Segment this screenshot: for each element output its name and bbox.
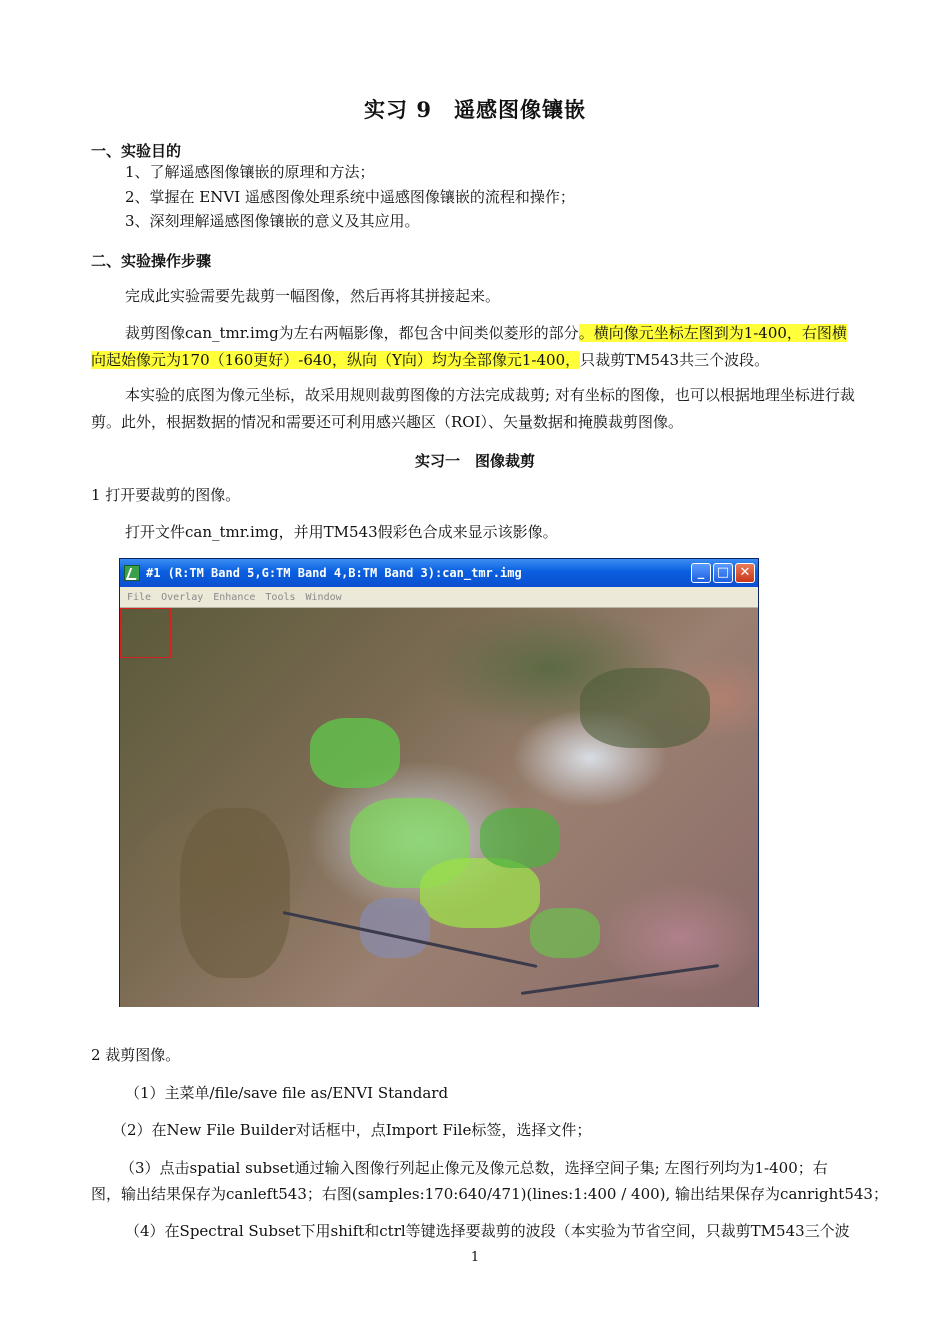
menu-overlay[interactable]: Overlay (161, 591, 204, 603)
step1-text: 打开文件can_tmr.img，并用TM543假彩色合成来显示该影像。 (125, 523, 558, 541)
river (521, 964, 719, 995)
crop-bands-text: 只裁剪TM543共三个波段。 (580, 351, 770, 369)
step1-heading: 1 打开要裁剪的图像。 (91, 486, 241, 504)
highlighted-text: 。横向像元坐标左图到为1-400，右图横向起始像元为170（160更好）-640，纵向（Y向）均为全部像元1-400， (91, 324, 847, 369)
step2-heading: 2 裁剪图像。 (91, 1046, 181, 1064)
paragraph-crop-range (91, 320, 861, 374)
page-title: 实习 9 遥感图像镶嵌 (364, 97, 586, 122)
objective-item-2: 2、掌握在 ENVI 遥感图像处理系统中遥感图像镶嵌的流程和操作； (125, 188, 575, 206)
minimize-button[interactable]: _ (691, 563, 711, 583)
objective-item-1: 1、了解遥感图像镶嵌的原理和方法； (125, 163, 375, 181)
step2-substep-2: （2）在New File Builder对话框中，点Import File标签，选择文件； (112, 1121, 592, 1139)
maximize-button[interactable]: □ (713, 563, 733, 583)
step2-substep-3-line2: 图，输出结果保存为canleft543；右图(samples:170:640/471)(lines:1:400 / 400), 输出结果保存为canright543； (91, 1185, 888, 1203)
page-number: 1 (470, 1250, 480, 1265)
vegetation-patch (310, 718, 400, 788)
step2-substep-1: （1）主菜单/file/save file as/ENVI Standard (125, 1084, 449, 1102)
window-title: #1 (R:TM Band 5,G:TM Band 4,B:TM Band 3):can_tmr.img (146, 566, 522, 580)
menu-tools[interactable]: Tools (265, 591, 296, 603)
mountain-area (580, 668, 710, 748)
vegetation-patch (480, 808, 560, 868)
vegetation-patch (420, 858, 540, 928)
objective-item-3: 3、深刻理解遥感图像镶嵌的意义及其应用。 (125, 212, 420, 230)
zoom-box[interactable] (120, 608, 171, 658)
menu-window[interactable]: Window (305, 591, 342, 603)
vegetation-patch (530, 908, 600, 958)
section1-heading: 一、实验目的 (91, 142, 182, 160)
urban-area (360, 898, 430, 958)
step2-substep-4: （4）在Spectral Subset下用shift和ctrl等键选择要裁剪的波段（本实验为节省空间，只裁剪TM543三个波 (125, 1222, 850, 1240)
envi-app-icon (124, 565, 140, 581)
paragraph-intro: 完成此实验需要先裁剪一幅图像，然后再将其拼接起来。 (125, 287, 501, 305)
envi-display-window[interactable] (119, 558, 759, 1007)
satellite-image-view[interactable] (120, 608, 758, 1007)
menu-enhance[interactable]: Enhance (213, 591, 256, 603)
window-menubar (120, 587, 758, 608)
section2-heading: 二、实验操作步骤 (91, 252, 212, 270)
crop-range-text: 裁剪图像can_tmr.img为左右两幅影像，都包含中间类似菱形的部分 (125, 324, 579, 342)
paragraph-method: 本实验的底图为像元坐标，故采用规则裁剪图像的方法完成裁剪; 对有坐标的图像，也可以根据地理坐标进行裁剪。此外，根据数据的情况和需要还可利用感兴趣区（ROI）、矢量数据和掩膜裁剪图像。 (91, 386, 855, 431)
mountain-area (180, 808, 290, 978)
menu-file[interactable]: File (127, 591, 152, 603)
subsection-title: 实习一 图像裁剪 (414, 452, 535, 470)
close-button[interactable]: ✕ (735, 563, 755, 583)
window-titlebar[interactable] (120, 559, 758, 587)
step2-substep-3-line1: （3）点击spatial subset通过输入图像行列起止像元及像元总数，选择空间子集; 左图行列均为1-400；右 (120, 1159, 828, 1177)
